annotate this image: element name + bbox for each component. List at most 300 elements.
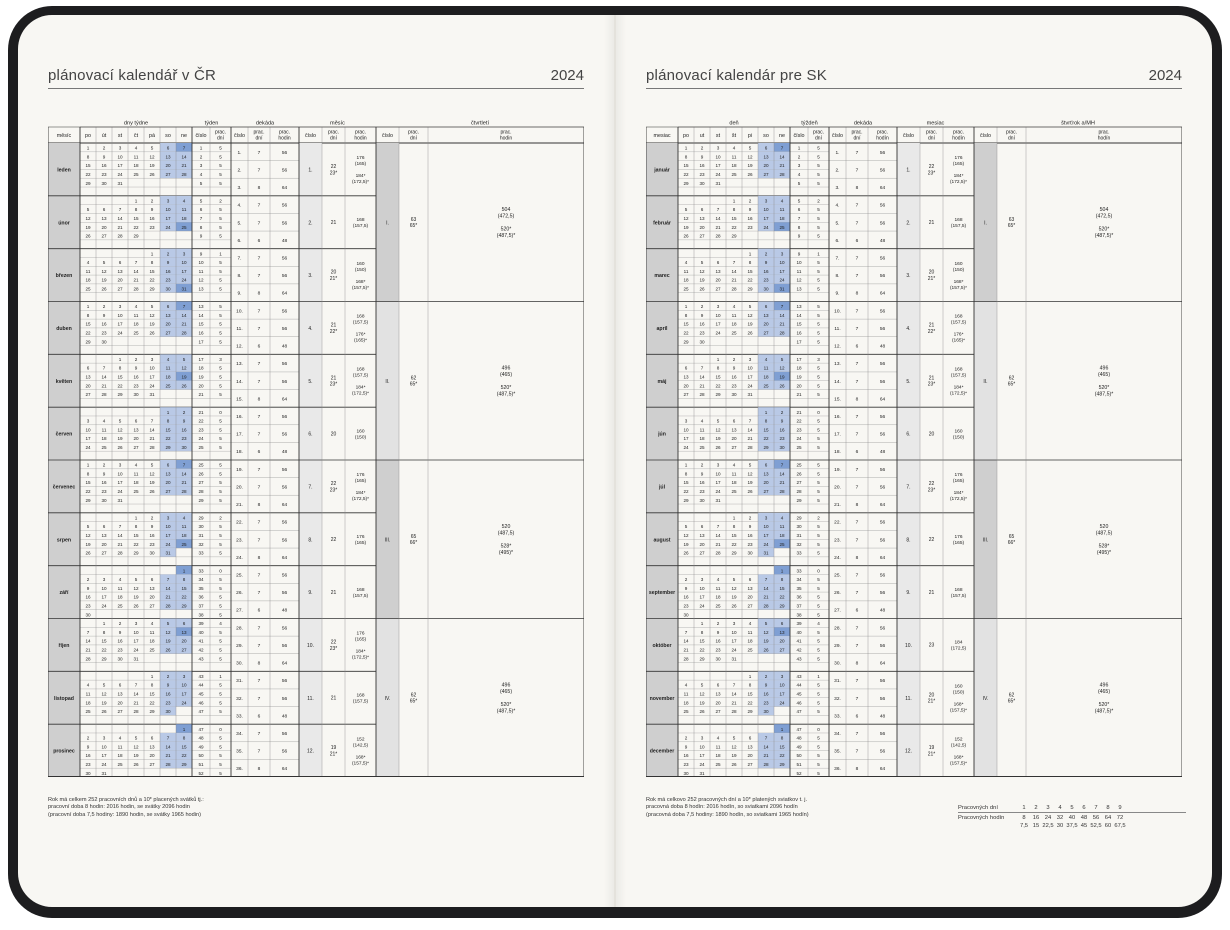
day-number: 6 — [102, 524, 106, 530]
month-hours: 184* — [953, 491, 964, 497]
month-name: január — [654, 167, 670, 174]
week-workdays: 5 — [219, 753, 222, 759]
day-number: 20 — [165, 321, 171, 327]
day-number: 19 — [715, 436, 721, 442]
day-number: 25 — [149, 647, 155, 653]
quarter-hours: (487,5) — [1095, 530, 1113, 537]
day-number: 3 — [716, 462, 720, 468]
value-cell: 16 — [1032, 814, 1040, 821]
week-workdays: 4 — [219, 621, 222, 627]
day-number: 22 — [747, 277, 753, 283]
week-number: 33 — [198, 568, 204, 574]
week-workdays: 5 — [219, 418, 222, 424]
week-number: 33 — [796, 568, 802, 574]
day-number: 26 — [133, 761, 139, 767]
day-number: 27 — [85, 392, 91, 398]
week-number: 20 — [796, 383, 802, 389]
day-number: 6 — [118, 260, 122, 266]
decade-hours: 56 — [281, 274, 288, 280]
workhours-alt-row — [1018, 822, 1186, 830]
day-number: 24 — [133, 647, 139, 653]
decade-hours: 56 — [879, 203, 886, 209]
footnote — [646, 797, 946, 819]
day-number: 11 — [133, 471, 139, 477]
day-number: 1 — [86, 145, 90, 151]
week-workdays: 5 — [817, 594, 820, 600]
day-number: 9 — [118, 629, 122, 635]
month-name: listopad — [54, 695, 74, 702]
day-number: 4 — [732, 304, 736, 310]
quarter-workdays: 62 — [410, 375, 417, 382]
week-number: 10 — [198, 260, 204, 266]
day-number: 11 — [117, 744, 123, 750]
week-workdays: 5 — [219, 700, 222, 706]
month-hours: (157,5)* — [949, 761, 968, 767]
column-header: dní — [330, 135, 337, 142]
day-number: 2 — [86, 577, 90, 583]
week-number: 31 — [198, 533, 204, 539]
day-number: 23 — [779, 436, 785, 442]
week-number: 21 — [796, 392, 802, 398]
day-number: 21 — [165, 594, 171, 600]
day-number: 1 — [780, 568, 784, 574]
month-number: 9. — [906, 590, 911, 597]
day-number: 26 — [149, 330, 155, 336]
day-number: 26 — [181, 383, 187, 389]
decade-workdays: 7 — [257, 679, 261, 685]
week-workdays: 5 — [817, 277, 820, 283]
decade-hours: 64 — [281, 661, 288, 667]
day-number: 3 — [716, 304, 720, 310]
day-number: 28 — [731, 709, 737, 715]
week-workdays: 5 — [219, 233, 222, 239]
decade-workdays: 6 — [257, 450, 261, 456]
group-header: dny týdne — [123, 120, 149, 127]
decade-number: 4. — [237, 203, 242, 209]
day-number: 30 — [763, 709, 769, 715]
day-number: 12 — [117, 427, 123, 433]
week-workdays: 1 — [219, 251, 222, 257]
decade-workdays: 8 — [257, 397, 261, 403]
decade-workdays: 7 — [855, 520, 859, 526]
week-number: 13 — [198, 286, 204, 292]
month-number: 12. — [905, 748, 912, 755]
month-workdays: 21 — [928, 375, 935, 382]
month-hours: 168 — [356, 314, 365, 320]
month-number: 3. — [906, 273, 911, 280]
day-number: 6 — [118, 682, 122, 688]
decade-number: 10. — [834, 309, 841, 315]
day-number: 6 — [150, 735, 154, 741]
week-workdays: 5 — [219, 180, 222, 186]
day-number: 13 — [165, 154, 171, 160]
day-number: 14 — [165, 744, 171, 750]
decade-workdays: 7 — [855, 679, 859, 685]
day-number: 21 — [181, 480, 187, 486]
decade-workdays: 7 — [257, 150, 261, 156]
day-number: 1 — [134, 198, 138, 204]
day-number: 3 — [166, 198, 170, 204]
week-number: 6 — [797, 207, 801, 213]
day-number: 18 — [85, 700, 91, 706]
day-number: 13 — [763, 154, 769, 160]
week-number: 25 — [198, 462, 204, 468]
decade-hours: 48 — [879, 714, 886, 720]
day-number: 30 — [181, 444, 187, 450]
week-workdays: 5 — [219, 577, 222, 583]
day-number: 7 — [134, 682, 138, 688]
quarter-number: II. — [385, 378, 390, 385]
day-number: 23 — [731, 383, 737, 389]
day-number: 12 — [133, 585, 139, 591]
day-number: 28 — [779, 489, 785, 495]
week-number: 33 — [796, 550, 802, 556]
decade-number: 29. — [834, 643, 841, 649]
day-number: 21 — [117, 224, 123, 230]
month-name: červen — [55, 431, 73, 438]
day-number: 2 — [764, 673, 768, 679]
month-hours: (165) — [952, 479, 965, 485]
week-workdays: 5 — [219, 629, 222, 635]
day-number: 1 — [134, 515, 138, 521]
day-number: 18 — [715, 594, 721, 600]
week-number: 9 — [797, 251, 801, 257]
month-hours: 168 — [356, 217, 365, 223]
day-number: 13 — [149, 585, 155, 591]
day-number: 19 — [747, 163, 753, 169]
week-workdays: 5 — [817, 585, 820, 591]
month-hours: (172,5)* — [351, 655, 370, 661]
column-header: dní — [217, 135, 224, 142]
day-number: 10 — [699, 585, 705, 591]
day-number: 14 — [181, 471, 187, 477]
month-hours: 176 — [954, 156, 963, 162]
day-number: 24 — [117, 330, 123, 336]
day-number: 14 — [747, 427, 753, 433]
week-number: 14 — [796, 312, 802, 318]
value-cell: 9 — [1118, 804, 1122, 811]
day-number: 13 — [699, 533, 705, 539]
column-header: hodin — [499, 135, 513, 142]
day-number: 24 — [763, 541, 769, 547]
day-number: 18 — [181, 533, 187, 539]
day-number: 12 — [699, 691, 705, 697]
day-number: 5 — [780, 356, 784, 362]
day-number: 24 — [715, 489, 721, 495]
week-workdays: 5 — [219, 339, 222, 345]
decade-hours: 56 — [879, 309, 886, 315]
day-number: 8 — [86, 154, 90, 160]
day-number: 9 — [700, 154, 704, 160]
day-number: 31 — [117, 497, 123, 503]
day-number: 11 — [165, 365, 171, 371]
day-number: 27 — [763, 172, 769, 178]
decade-number: 7. — [835, 256, 840, 262]
day-number: 18 — [117, 753, 123, 759]
day-number: 23 — [149, 541, 155, 547]
day-number: 4 — [780, 515, 784, 521]
decade-workdays: 7 — [257, 414, 261, 420]
decade-number: 20. — [236, 485, 243, 491]
day-number: 2 — [166, 673, 170, 679]
day-number: 29 — [85, 497, 91, 503]
decade-number: 32. — [236, 696, 243, 702]
week-workdays: 5 — [817, 172, 820, 178]
week-number: 5 — [199, 198, 203, 204]
day-number: 29 — [779, 603, 785, 609]
day-number: 5 — [700, 260, 704, 266]
day-number: 31 — [715, 497, 721, 503]
column-header: čt — [133, 133, 139, 139]
day-number: 6 — [86, 365, 90, 371]
month-name: září — [59, 590, 69, 597]
day-number: 4 — [748, 621, 752, 627]
day-number: 20 — [117, 700, 123, 706]
month-hours: 168* — [953, 279, 964, 285]
decade-workdays: 7 — [855, 256, 859, 262]
day-number: 13 — [165, 471, 171, 477]
week-number: 29 — [198, 515, 204, 521]
week-number: 36 — [796, 594, 802, 600]
month-workdays: 21* — [329, 275, 338, 282]
column-header: dní — [928, 135, 935, 142]
week-workdays: 5 — [817, 207, 820, 213]
decade-workdays: 8 — [855, 397, 859, 403]
value-cell: 4 — [1058, 804, 1062, 811]
month-number: 12. — [307, 748, 314, 755]
day-number: 16 — [763, 691, 769, 697]
decade-hours: 56 — [879, 362, 886, 368]
decade-workdays: 7 — [257, 432, 261, 438]
day-number: 26 — [747, 172, 753, 178]
day-number: 10 — [683, 427, 689, 433]
day-number: 13 — [165, 312, 171, 318]
day-number: 21 — [181, 163, 187, 169]
decade-workdays: 8 — [855, 767, 859, 773]
week-workdays: 5 — [219, 585, 222, 591]
week-workdays: 5 — [219, 427, 222, 433]
column-header: hodin — [278, 135, 291, 142]
day-number: 11 — [133, 312, 139, 318]
day-number: 10 — [731, 629, 737, 635]
column-header: číslo — [979, 133, 992, 139]
week-number: 21 — [198, 392, 204, 398]
month-workdays: 21* — [927, 698, 936, 705]
day-number: 11 — [181, 524, 187, 530]
day-number: 26 — [165, 647, 171, 653]
week-workdays: 0 — [817, 409, 820, 415]
day-number: 27 — [683, 392, 689, 398]
decade-number: 23. — [236, 538, 243, 544]
month-name: júl — [658, 484, 666, 491]
day-number: 5 — [732, 577, 736, 583]
day-number: 3 — [150, 356, 154, 362]
day-number: 13 — [85, 374, 91, 380]
day-number: 29 — [149, 286, 155, 292]
decade-workdays: 7 — [855, 696, 859, 702]
week-number: 13 — [796, 304, 802, 310]
week-number: 17 — [198, 356, 204, 362]
week-workdays: 5 — [817, 418, 820, 424]
day-number: 16 — [747, 533, 753, 539]
day-number: 9 — [684, 744, 688, 750]
column-header: prac. — [253, 129, 265, 136]
decade-number: 26. — [834, 591, 841, 597]
week-workdays: 5 — [817, 691, 820, 697]
week-workdays: 5 — [219, 268, 222, 274]
decade-hours: 64 — [281, 555, 288, 561]
week-number: 25 — [198, 444, 204, 450]
day-number: 29 — [181, 603, 187, 609]
week-number: 18 — [796, 365, 802, 371]
day-number: 16 — [763, 268, 769, 274]
day-number: 20 — [85, 383, 91, 389]
day-number: 26 — [747, 489, 753, 495]
decade-workdays: 7 — [855, 326, 859, 332]
week-number: 15 — [796, 321, 802, 327]
column-header: so — [763, 133, 769, 139]
day-number: 12 — [683, 533, 689, 539]
day-number: 27 — [117, 286, 123, 292]
day-number: 21 — [181, 321, 187, 327]
decade-number: 36. — [236, 767, 243, 773]
day-number: 15 — [715, 374, 721, 380]
month-hours: (157,5) — [352, 373, 369, 379]
week-number: 24 — [198, 436, 204, 442]
month-hours: (165)* — [353, 338, 368, 344]
month-workdays: 22 — [928, 164, 935, 171]
decade-number: 24. — [834, 555, 841, 561]
day-number: 10 — [165, 207, 171, 213]
decade-workdays: 7 — [257, 749, 261, 755]
month-hours: (165) — [354, 162, 367, 168]
day-number: 22 — [165, 436, 171, 442]
quarter-hours: (487,5)* — [1094, 708, 1114, 715]
decade-number: 32. — [834, 696, 841, 702]
day-number: 9 — [86, 744, 90, 750]
week-workdays: 5 — [219, 392, 222, 398]
decade-workdays: 7 — [257, 731, 261, 737]
decade-workdays: 7 — [855, 573, 859, 579]
week-number: 23 — [796, 427, 802, 433]
day-number: 16 — [699, 163, 705, 169]
day-number: 16 — [101, 163, 107, 169]
month-number: 7. — [308, 484, 313, 491]
day-number: 22 — [779, 753, 785, 759]
day-number: 8 — [684, 312, 688, 318]
week-number: 47 — [198, 726, 204, 732]
day-number: 17 — [149, 374, 155, 380]
value-cell: 1 — [1022, 804, 1026, 811]
day-number: 15 — [779, 585, 785, 591]
day-number: 3 — [700, 735, 704, 741]
day-number: 16 — [85, 753, 91, 759]
week-workdays: 5 — [817, 436, 820, 442]
day-number: 27 — [715, 286, 721, 292]
day-number: 19 — [149, 480, 155, 486]
week-workdays: 2 — [219, 515, 222, 521]
month-hours: (165) — [354, 637, 367, 643]
week-number: 5 — [797, 180, 801, 186]
day-number: 6 — [716, 260, 720, 266]
calendar-grid — [646, 117, 1182, 777]
day-number: 1 — [150, 251, 154, 257]
day-number: 24 — [763, 224, 769, 230]
day-number: 25 — [85, 709, 91, 715]
value-cell: 67,5 — [1114, 823, 1126, 829]
day-number: 10 — [165, 524, 171, 530]
week-workdays: 3 — [219, 356, 222, 362]
decade-number: 11. — [834, 326, 841, 332]
day-number: 16 — [181, 427, 187, 433]
quarter-workdays: 65 — [410, 533, 417, 540]
day-number: 13 — [683, 374, 689, 380]
month-workdays: 21 — [928, 589, 935, 596]
week-workdays: 5 — [219, 709, 222, 715]
day-number: 4 — [166, 356, 170, 362]
month-workdays: 21 — [330, 322, 337, 329]
month-hours: (150) — [354, 435, 367, 441]
week-workdays: 5 — [219, 480, 222, 486]
day-number: 15 — [731, 216, 737, 222]
week-workdays: 5 — [219, 744, 222, 750]
day-number: 11 — [747, 629, 753, 635]
day-number: 21 — [779, 163, 785, 169]
page-title: plánovací kalendář v ČR — [48, 67, 217, 84]
decade-hours: 56 — [281, 362, 288, 368]
decade-hours: 48 — [281, 608, 288, 614]
day-number: 8 — [182, 577, 186, 583]
decade-number: 22. — [834, 520, 841, 526]
day-number: 30 — [747, 550, 753, 556]
day-number: 6 — [748, 735, 752, 741]
day-number: 21 — [133, 700, 139, 706]
decade-workdays: 6 — [855, 344, 859, 350]
month-workdays: 21 — [330, 375, 337, 382]
month-hours: (157,5)* — [351, 285, 370, 291]
day-number: 31 — [165, 550, 171, 556]
day-number: 26 — [101, 286, 107, 292]
day-number: 9 — [780, 418, 784, 424]
day-number: 15 — [149, 268, 155, 274]
day-number: 26 — [699, 709, 705, 715]
day-number: 4 — [732, 462, 736, 468]
day-number: 19 — [133, 753, 139, 759]
decade-number: 31. — [236, 679, 243, 685]
decade-number: 33. — [834, 714, 841, 720]
quarter-number: IV. — [384, 695, 391, 702]
decade-hours: 56 — [879, 696, 886, 702]
day-number: 23 — [699, 489, 705, 495]
day-number: 9 — [716, 629, 720, 635]
week-workdays: 5 — [219, 489, 222, 495]
decade-number: 35. — [834, 749, 841, 755]
week-workdays: 5 — [219, 550, 222, 556]
week-workdays: 5 — [817, 524, 820, 530]
day-number: 28 — [149, 444, 155, 450]
day-number: 1 — [700, 621, 704, 627]
decade-number: 10. — [236, 309, 243, 315]
decade-hours: 56 — [879, 591, 886, 597]
day-number: 2 — [700, 462, 704, 468]
decade-workdays: 7 — [257, 485, 261, 491]
week-number: 38 — [796, 612, 802, 618]
month-workdays: 23* — [927, 487, 936, 494]
row-label: Pracovných hodín — [958, 814, 1005, 821]
day-number: 7 — [118, 207, 122, 213]
day-number: 10 — [715, 312, 721, 318]
value-cell: 40 — [1068, 814, 1076, 821]
